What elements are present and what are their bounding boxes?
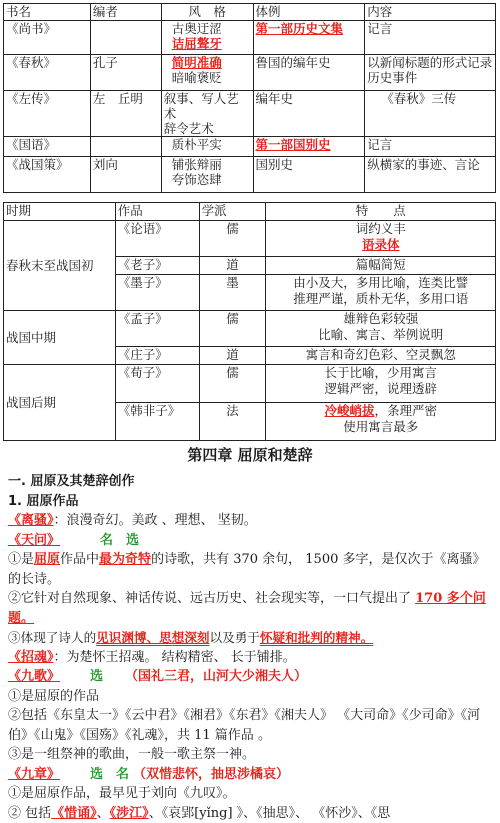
- editor-cell: 孔子: [90, 55, 161, 91]
- form-cell: 编年史: [253, 91, 365, 137]
- form-cell: 国别史: [253, 157, 365, 193]
- period-cell: 战国后期: [4, 365, 116, 441]
- feature-line: 词约义丰: [268, 221, 493, 237]
- work-tag: 名 选: [100, 533, 139, 548]
- text-run: 的诗歌，共有 370 余句， 1500 多字，是仅次于《离骚》的长诗。: [8, 552, 486, 587]
- book-cell: 《战国策》: [4, 157, 91, 193]
- text-highlight: 屈原: [34, 552, 60, 567]
- work-cell: 《论语》: [115, 221, 199, 257]
- paragraph: ③是一组祭神的歌曲，一般一歌主祭一神。: [8, 745, 496, 765]
- text-run: 以及勇于: [210, 630, 260, 645]
- header-school: 学派: [199, 203, 266, 221]
- chapter-title: 第四章 屈原和楚辞: [0, 444, 500, 465]
- table-row: [4, 311, 496, 347]
- feature-highlight: 冷峻峭拔: [324, 403, 374, 418]
- feature-line: 比喻、寓言、举例说明: [268, 327, 493, 343]
- paragraph: ①是屈原作品，最早见于刘向《九叹》。: [8, 784, 496, 804]
- text-highlight: 170 多个问题。: [8, 591, 486, 626]
- text-run: ③体现了诗人的: [8, 630, 96, 645]
- work-cell: 《庄子》: [115, 347, 199, 365]
- feature-cell: [266, 275, 496, 311]
- table-row: [4, 221, 496, 257]
- work-cell: 《荀子》: [115, 365, 199, 403]
- style-cell: [161, 157, 253, 193]
- editor-cell: 刘向: [90, 157, 161, 193]
- form-cell: [253, 21, 365, 55]
- feature-cell: 寓言和奇幻色彩、空灵飘忽: [266, 347, 496, 365]
- content-cell: 以新闻标题的形式记录历史事件: [365, 55, 496, 91]
- editor-cell: [90, 137, 161, 157]
- header-style: 风 格: [161, 4, 253, 21]
- feature-line: 使用寓言最多: [268, 419, 493, 435]
- work-title: 《九章》: [8, 767, 60, 782]
- feature-line: 逻辑严密，说理透辟: [268, 381, 493, 397]
- style-cell: [161, 91, 253, 137]
- tianwen-line: [8, 531, 496, 551]
- work-title: 《天问》: [8, 533, 60, 548]
- feature-cell: [266, 403, 496, 441]
- work-cell: 《墨子》: [115, 275, 199, 311]
- paragraph: [8, 628, 496, 648]
- school-cell: 儒: [199, 221, 266, 257]
- text-run: 、: [97, 806, 110, 821]
- table-row: [4, 21, 496, 55]
- feature-line: [268, 403, 493, 419]
- style-line: 暗喻褒贬: [172, 70, 251, 85]
- header-period: 时期: [4, 203, 116, 221]
- table-header-row: [4, 203, 496, 221]
- style-cell: 质朴平实: [161, 137, 253, 157]
- school-cell: 道: [199, 347, 266, 365]
- paragraph: [8, 550, 496, 589]
- style-line: 辞令艺术: [164, 121, 251, 136]
- text-run: 作品中: [60, 552, 99, 567]
- chapter-body: [8, 472, 496, 823]
- feature-line: 长于比喻，少用寓言: [268, 365, 493, 381]
- book-cell: 《尚书》: [4, 21, 91, 55]
- period-cell: 春秋末至战国初: [4, 221, 116, 311]
- feature-cell: [266, 311, 496, 347]
- school-cell: 法: [199, 403, 266, 441]
- feature-cell: 篇幅简短: [266, 257, 496, 275]
- style-line: 简明准确: [172, 55, 251, 70]
- work-desc: ：浪漫奇幻。美政 、理想、 坚韧。: [54, 513, 257, 528]
- table-row: [4, 55, 496, 91]
- header-features: 特 点: [266, 203, 496, 221]
- form-text: 第一部历史文集: [256, 21, 344, 36]
- text-highlight: 《惜诵》: [51, 806, 97, 821]
- work-title: 《离骚》: [8, 513, 54, 528]
- subsection-heading: 1. 屈原作品: [8, 492, 496, 512]
- feature-line: 雄辩色彩较强: [268, 311, 493, 327]
- header-book: 书名: [4, 4, 91, 21]
- school-cell: 儒: [199, 365, 266, 403]
- style-cell: [161, 21, 253, 55]
- book-cell: 《春秋》: [4, 55, 91, 91]
- feature-line: 推理严谨，质朴无华，多用口语: [268, 291, 493, 307]
- mnemonic-note: （国礼三君，山河大少湘夫人）: [125, 669, 307, 684]
- text-highlight: 最为奇特: [99, 552, 151, 567]
- text-run: ② 包括: [8, 806, 51, 821]
- feature-cell: [266, 365, 496, 403]
- lisao-line: [8, 511, 496, 531]
- work-cell: 《老子》: [115, 257, 199, 275]
- feature-cell: [266, 221, 496, 257]
- text-run: ①是: [8, 552, 34, 567]
- content-cell: 记言: [365, 137, 496, 157]
- style-cell: [161, 55, 253, 91]
- schools-table: [3, 202, 496, 441]
- form-text: 第一部国别史: [256, 137, 331, 152]
- table-row: [4, 157, 496, 193]
- content-cell: 《春秋》三传: [365, 91, 496, 137]
- style-line: 诘屈聱牙: [172, 36, 251, 51]
- paragraph: [8, 589, 496, 628]
- work-cell: 《孟子》: [115, 311, 199, 347]
- jiuge-line: [8, 667, 496, 687]
- table-row: [4, 91, 496, 137]
- header-editor: 编者: [90, 4, 161, 21]
- text-highlight: 见识渊博、思想深刻: [96, 630, 209, 645]
- editor-cell: [90, 21, 161, 55]
- header-work: 作品: [115, 203, 199, 221]
- content-cell: 记言: [365, 21, 496, 55]
- work-cell: 《韩非子》: [115, 403, 199, 441]
- header-content: 内容: [365, 4, 496, 21]
- work-tag: 选: [90, 669, 103, 684]
- paragraph: ①是屈原的作品: [8, 687, 496, 707]
- work-desc: ：为楚怀王招魂。 结构精密、 长于铺排。: [54, 650, 296, 665]
- section-heading: 一. 屈原及其楚辞创作: [8, 472, 496, 492]
- work-title: 《九歌》: [8, 669, 60, 684]
- table-row: [4, 137, 496, 157]
- feature-rest: ，条理严密: [374, 403, 437, 418]
- book-cell: 《国语》: [4, 137, 91, 157]
- period-cell: 战国中期: [4, 311, 116, 365]
- feature-line: 语录体: [268, 237, 493, 253]
- table-header-row: [4, 4, 496, 21]
- form-cell: [253, 137, 365, 157]
- text-run: ②它针对自然现象、神话传说、远古历史、社会现实等，一口气提出了: [8, 591, 415, 606]
- feature-line: 由小及大，多用比喻，连类比譬: [268, 275, 493, 291]
- editor-cell: 左 丘明: [90, 91, 161, 137]
- school-cell: 道: [199, 257, 266, 275]
- text-highlight: 《涉江》: [110, 806, 149, 821]
- form-cell: 鲁国的编年史: [253, 55, 365, 91]
- table-row: [4, 365, 496, 403]
- book-cell: 《左传》: [4, 91, 91, 137]
- school-cell: 儒: [199, 311, 266, 347]
- text-highlight: 怀疑和批判的精神。: [260, 630, 373, 645]
- text-run: 、《哀郢[yǐng] 》、《抽思》、 《怀沙》、《思: [149, 806, 391, 821]
- style-line: 叙事、写人艺术: [164, 91, 251, 121]
- header-form: 体例: [253, 4, 365, 21]
- classics-table: [3, 3, 496, 193]
- paragraph: ②包括《东皇太一》《云中君》《湘君》《东君》《湘夫人》 《大司命》《少司命》《河伯》《山鬼》《国殇》《礼魂》，共 11 篇作品 。: [8, 706, 496, 745]
- school-cell: 墨: [199, 275, 266, 311]
- style-line: 古奥迂涩: [172, 21, 251, 36]
- mnemonic-note: （双惜悲怀，抽思涉橘哀）: [133, 767, 289, 782]
- paragraph: [8, 804, 496, 823]
- work-title: 《招魂》: [8, 650, 54, 665]
- jiuzhang-line: [8, 765, 496, 785]
- style-line: 铺张辩丽: [172, 157, 251, 172]
- zhaohun-line: [8, 648, 496, 668]
- content-cell: 纵横家的事迹、言论: [365, 157, 496, 193]
- work-tag: 选 名: [90, 767, 129, 782]
- style-line: 夸饰恣肆: [172, 172, 251, 187]
